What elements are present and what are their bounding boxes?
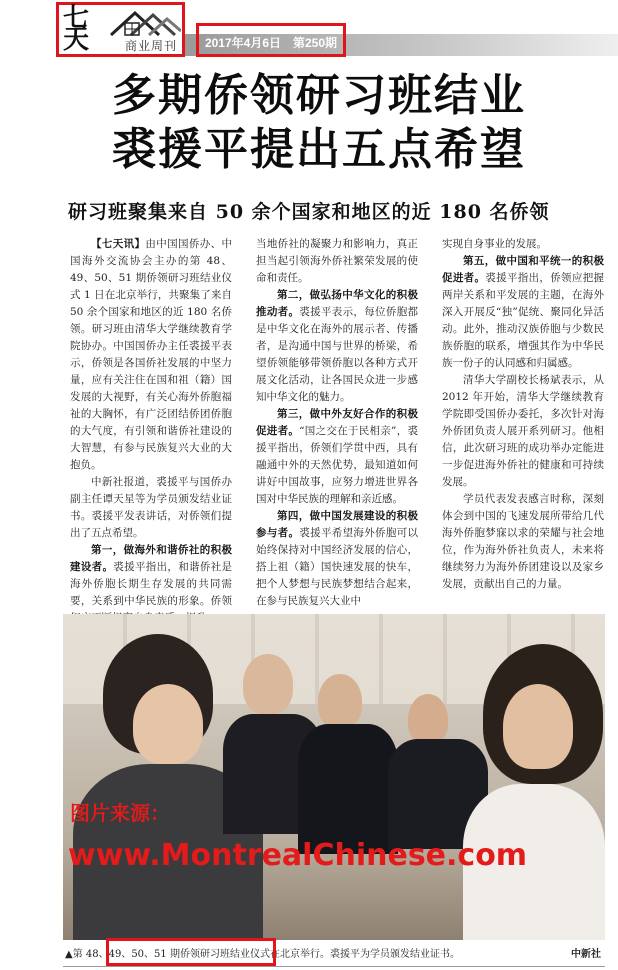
- headline-line-2: 裘援平提出五点希望: [112, 124, 526, 175]
- paragraph-text: 学员代表发表感言时称，深刻体会到中国的飞速发展所带给几代海外侨胞梦寐以求的荣耀与社会地位，作为海外侨社负责人，未来将继续努力为海外侨团建设以及家乡发展，贡献出自己的力量。: [442, 493, 604, 590]
- paragraph-lead: 第四，做中国发展建设的积极参与者。: [256, 510, 418, 539]
- house-logo-icon: [109, 7, 181, 37]
- article-paragraph: [442, 236, 604, 253]
- photo-figure-man-2-body: [298, 724, 398, 854]
- paragraph-text: 裘援平指出，侨领应把握两岸关系和平发展的主题，在海外深入开展反“独”促统、聚同化异活动。此外，推动汉族侨胞与少数民族侨胞的联系，增强其作为中华民族一份子的认同感和归属感。: [442, 272, 605, 369]
- article-paragraph: [256, 508, 418, 610]
- paragraph-text: 由中国国侨办、中国海外交流协会主办的第 48、49、50、51 期侨领研习班结业仪式 1 日在北京举行，共聚集了来自 50 余个国家和地区的近 180 名侨领。研习班由清华大学继续教育学院协办。中国国侨办主任裘援平表示，侨领是各国侨社发展的中坚力量，应有关注住在国和祖（籍）国发展的大视野，有关心海外侨胞福祉的大胸怀，有广泛团结侨团侨胞的大气度，有引领和谐侨社建设的大智慧，有参与民族复兴大业的大抱负。: [70, 238, 232, 471]
- photo-source-label: 图片来源：: [70, 801, 170, 825]
- bottom-rule: [63, 966, 605, 967]
- paragraph-text: 裘援平表示，每位侨胞都是中华文化在海外的展示者、传播者，是沟通中国与世界的桥梁，希望侨领能够带领侨胞以各种方式开展文化活动，让各国民众进一步感知中华文化的魅力。: [256, 306, 419, 403]
- headline-line-1: 多期侨领研习班结业: [112, 70, 526, 121]
- subheadline: 研习班聚集来自 50 余个国家和地区的近 180 名侨领: [68, 201, 550, 223]
- paragraph-text: 清华大学副校长杨斌表示，从 2012 年开始，清华大学继续教育学院即受国侨办委托，多次针对海外侨团负责人展开系列研习。他相信，此次研习班的成功举办定能进一步促进海外侨社的健康和可持续发展。: [442, 374, 604, 488]
- article-paragraph: [442, 253, 604, 372]
- article-paragraph: [256, 406, 418, 508]
- issue-date: 2017年4月6日 第250期: [204, 36, 338, 50]
- paragraph-lead: 第二，做弘扬中华文化的积极推动者。: [256, 289, 418, 318]
- paragraph-text: 裘援平指出，和谐侨社是海外侨胞长期生存发展的共同需要，关系到中华民族的形象。侨领: [70, 561, 233, 607]
- article-paragraph: [70, 236, 232, 474]
- article-paragraph: [442, 372, 604, 491]
- masthead-logo: 七天: [63, 3, 88, 55]
- paragraph-lead: 第一，做海外和谐侨社的积极建设者。: [70, 544, 232, 573]
- masthead-logo-box: [56, 2, 185, 57]
- article-paragraph: [442, 491, 604, 593]
- article-column-3: [442, 236, 604, 593]
- caption-highlight-box: [106, 938, 276, 966]
- article-paragraph: [256, 287, 418, 406]
- photo-figure-man-2: [318, 674, 362, 728]
- article-paragraph: [70, 474, 232, 542]
- paragraph-lead: 第五，做中国和平统一的积极促进者。: [442, 255, 604, 284]
- paragraph-lead: 第三，做中外友好合作的积极促进者。: [256, 408, 418, 437]
- photo-figure-woman-left-face: [133, 684, 203, 764]
- photo-figure-man-1: [243, 654, 293, 714]
- issue-date-box: [196, 23, 346, 57]
- paragraph-lead: 【七天讯】: [91, 238, 146, 250]
- photo-figure-man-3: [408, 694, 448, 744]
- article-column-1: [70, 236, 232, 627]
- paragraph-text: 裘援平希望海外侨胞可以始终保持对中国经济发展的信心，搭上祖（籍）国快速发展的快车，把个人梦想与民族梦想结合起来，在参与民族复兴大业中: [256, 527, 419, 607]
- masthead-brand: 商业周刊: [125, 39, 178, 53]
- photo-figure-woman-right-face: [503, 684, 573, 769]
- paragraph-text: 中新社报道，裘援平与国侨办副主任谭天星等为学员颁发结业证书。裘援平发表讲话，对侨领们提出了五点希望。: [70, 476, 232, 539]
- ceremony-photo: [63, 614, 605, 940]
- photo-caption-source: 中新社: [571, 949, 601, 960]
- article-column-2: [256, 236, 418, 610]
- article-paragraph: [256, 236, 418, 287]
- photo-caption-text: ▲第 48、49、50、51 期侨领研习班结业仪式在北京举行。裘援平为学员颁发结业证书。: [65, 949, 460, 960]
- paragraph-text: “国之交在于民相亲”，裘援平指出，侨领们学贯中西，具有融通中外的天然优势，最知道如何讲好中国故事，应努力增进世界各国对中华民族的理解和亲近感。: [256, 425, 418, 505]
- paragraph-text: 当地侨社的凝聚力和影响力，真正担当起引领海外侨社繁荣发展的使命和责任。: [256, 238, 418, 284]
- paragraph-text: 实现自身事业的发展。: [442, 238, 547, 250]
- photo-source-url: www.MontrealChinese.com: [68, 838, 528, 873]
